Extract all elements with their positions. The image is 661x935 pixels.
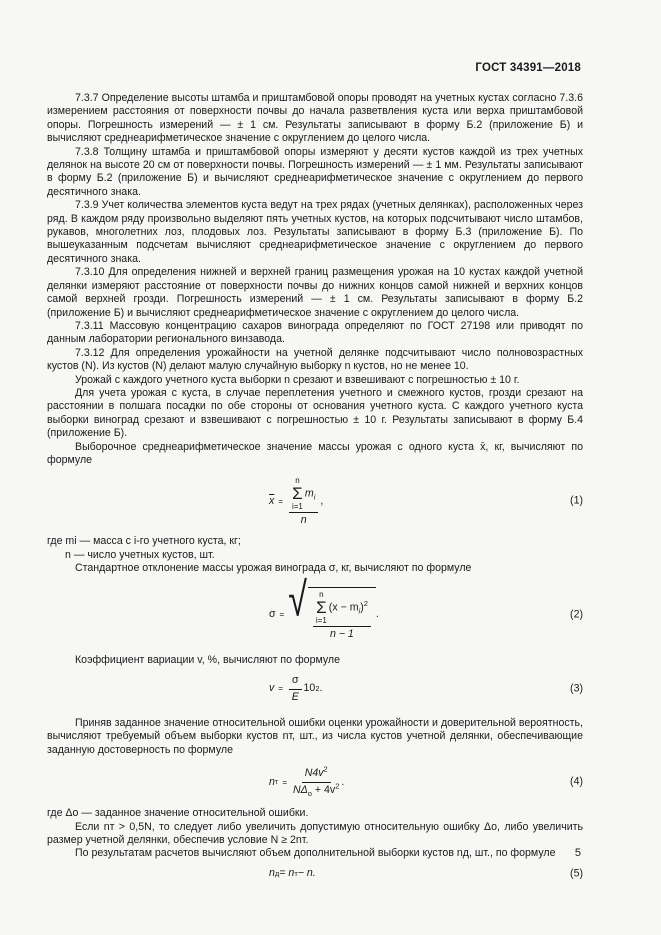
- sum-symbol: n Σ i=1: [291, 475, 303, 511]
- formula-5-number: (5): [570, 867, 583, 880]
- formula-4: n т = $\frac{N4v^2}{N\Delta_o + 4v^2}$ . (4): [269, 764, 583, 798]
- paragraph-7-3-9: 7.3.9 Учет количества элементов куста ведут на трех рядах (учетных делянках), расположенных через ряд. В каждом ряду произвольно выделяют пять учетных кустов, на которых подсчитывают число штамбов, рукавов, многолетних лоз, плодовых лоз. Результаты записывают в форму Б.3 (приложение Б). По вышеуказанным подсчетам вычисляют среднеарифметическое значение с округлением до первого десятичного знака.: [47, 199, 583, 265]
- paragraph-7-3-11: 7.3.11 Массовую концентрацию сахаров винограда определяют по ГОСТ 27198 или приводят по данным лаборатории регионального винзавода.: [47, 319, 583, 346]
- paragraph-accounting: Для учета урожая с куста, в случае переплетения учетного и смежного кустов, грозди срезают на расстоянии в полшага посадки по обе стороны от основания учетного куста. С каждого учетного куста выборки виноград срезают и взвешивают с погрешностью ± 10 г. Результаты записывают в форму Б.4 (приложение Б).: [47, 386, 583, 440]
- standard-header: ГОСТ 34391—2018: [475, 62, 581, 74]
- paragraph-mean: Выборочное среднеарифметическое значение массы урожая с одного куста x̄, кг, вычисляют по формуле: [47, 440, 583, 466]
- formula-1-fraction: n Σ i=1 $m_i$ n: [289, 476, 318, 527]
- formula-3: v = $\frac{\sigma}{E}$ 10 2 . (3): [269, 674, 583, 703]
- paragraph-7-3-10: 7.3.10 Для определения нижней и верхней границ размещения урожая на 10 кустах каждой учетной делянки измеряют расстояние от поверхности почвы до нижних концов самой нижней и верхних концов самой верхней грозди. Погрешность измерений — ± 1 см. Результаты записывают в форму Б.2 (приложение Б) и вычисляют среднеарифметическое значение с округлением до целого числа.: [47, 266, 583, 319]
- formula-2: σ = √ n Σ i=1 $(x - m_i)^2$ n − 1 . (2): [269, 573, 583, 641]
- document-body: [47, 92, 583, 887]
- where-n-explanation: n — число учетных кустов, шт.: [65, 548, 215, 561]
- paragraph-7-3-8: 7.3.8 Толщину штамба и приштамбовой опоры измеряют у десяти кустов каждой из трех учетных делянок на высоте 20 см от поверхности почвы. Погрешность измерений — ± 1 мм. Результаты записывают в форму Б.2 (приложение Б) и вычисляют среднеарифметическое значение с округлением до первого десятичного знака.: [47, 145, 583, 198]
- formula-4-lhs: n: [269, 775, 275, 788]
- paragraph-7-3-7: 7.3.7 Определение высоты штамба и приштамбовой опоры проводят на учетных кустах согласно 7.3.6 измерением расстояния от поверхности почвы до начала разветвления куста или верха приштамбовой опоры. Погрешность измерений — ± 1 см. Результаты записывают в форму Б.2 (приложение Б) и вычисляют среднеарифметическое значение с округлением до целого числа.: [47, 92, 583, 145]
- where-m-explanation: где mi — масса с i-го учетного куста, кг;: [47, 535, 241, 548]
- formula-5: n д = n т − n. (5): [269, 867, 583, 880]
- formula-1-number: (1): [570, 494, 583, 507]
- paragraph-result: По результатам расчетов вычисляют объем дополнительной выборки кустов nд, шт., по формуле: [75, 847, 556, 860]
- paragraph-harvest: Урожай с каждого учетного куста выборки n срезают и взвешивают с погрешностью ± 10 г.: [75, 373, 520, 386]
- formula-2-lhs: σ: [269, 607, 276, 620]
- paragraph-accepting: Приняв заданное значение относительной ошибки оценки урожайности и доверительной вероятность, вычисляют требуемый объем выборки кустов nт, шт., из числа кустов учетной делянки, обеспечивающие заданную достоверность по формуле: [47, 717, 583, 756]
- paragraph-condition: Если nт > 0,5N, то следует либо увеличить допустимую относительную ошибку Δo, либо увеличить размер учетной делянки, обеспечив условие N ≥ 2nт.: [47, 820, 583, 847]
- formula-2-number: (2): [570, 607, 583, 620]
- formula-1-lhs: $\overline{x}$: [269, 494, 275, 507]
- paragraph-sigma: Стандартное отклонение массы урожая винограда σ, кг, вычисляют по формуле: [75, 562, 472, 575]
- formula-3-lhs: v: [269, 682, 275, 695]
- paragraph-variation: Коэффициент вариации v, %, вычисляют по формуле: [75, 653, 341, 666]
- page-number: 5: [574, 847, 581, 859]
- formula-4-number: (4): [570, 775, 583, 788]
- formula-1: $\overline{x}$ = n Σ i=1 $m_i$ n , (1): [269, 475, 583, 526]
- paragraph-7-3-12: 7.3.12 Для определения урожайности на учетной делянке подсчитывают число полновозрастных кустов (N). Из кустов (N) делают малую случайную выборку n кустов, но не менее 10.: [47, 346, 583, 373]
- formula-3-number: (3): [570, 682, 583, 695]
- where-delta-explanation: где Δo — заданное значение относительной ошибки.: [47, 807, 309, 820]
- square-root: √ n Σ i=1 $(x - m_i)^2$ n − 1: [288, 587, 376, 641]
